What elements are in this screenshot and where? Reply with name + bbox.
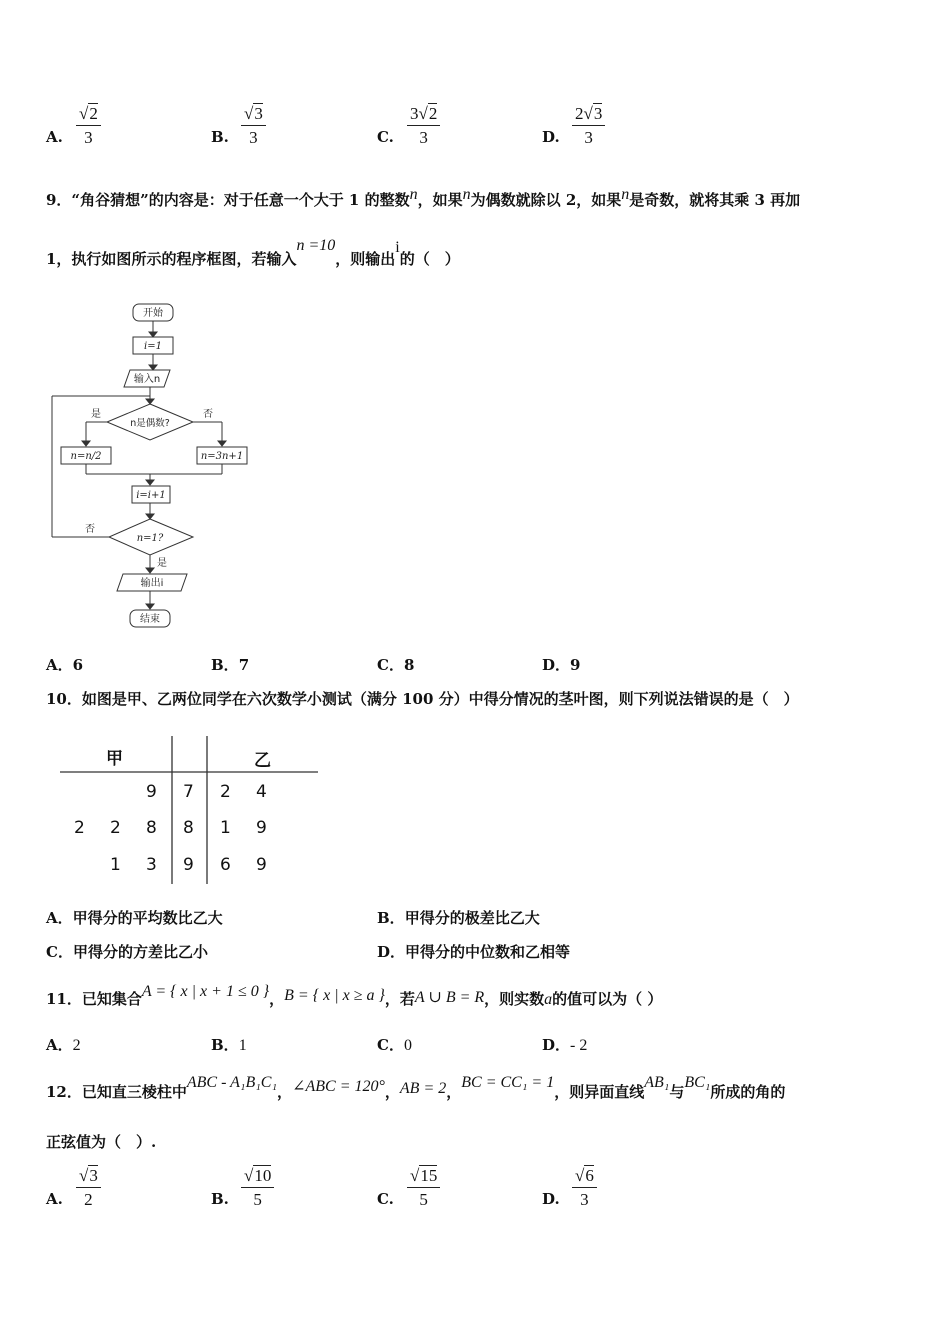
q12-option-b-letter: B. bbox=[211, 1190, 229, 1208]
q8-option-c-fraction: 3√2 3 bbox=[407, 104, 440, 148]
flow-no2-label: 否 bbox=[85, 524, 95, 535]
leaf-right: 9 bbox=[256, 818, 267, 838]
leaf-right: 2 bbox=[220, 782, 231, 802]
flow-output-label: 输出i bbox=[140, 578, 164, 589]
q11-option-c: C．0 bbox=[377, 1036, 412, 1054]
flow-inc-label: i=i+1 bbox=[136, 490, 166, 501]
q10-option-a: A．甲得分的平均数比乙大 bbox=[46, 909, 223, 927]
leaf-right: 6 bbox=[220, 855, 231, 875]
leaf-left: 2 bbox=[74, 818, 85, 838]
flow-no-label: 否 bbox=[203, 409, 213, 420]
leaf-left: 2 bbox=[110, 818, 121, 838]
q9-option-c: C．8 bbox=[377, 656, 415, 674]
q10-option-c: C．甲得分的方差比乙小 bbox=[46, 943, 208, 961]
q11-option-d: D．- 2 bbox=[542, 1036, 588, 1054]
flow-init-label: i=1 bbox=[144, 341, 162, 352]
q11-stem: 11．已知集合A = { x | x + 1 ≤ 0 }，B = { x | x ≥ a }，若A ∪ B = R，则实数a的值可以为（ ） bbox=[46, 983, 663, 1008]
q8-option-b-fraction: √3 3 bbox=[241, 104, 266, 148]
q12-stem-line1: 12．已知直三棱柱中ABC - A₁B₁C₁，∠ABC = 120°，AB = 2，BC = CC₁ = 1，则异面直线AB₁与BC₁所成的角的 bbox=[46, 1074, 786, 1101]
q9-option-d: D．9 bbox=[542, 656, 581, 674]
q8-option-a-fraction: √2 3 bbox=[76, 104, 101, 148]
flow-yes2-label: 是 bbox=[157, 558, 167, 569]
leaf-left: 9 bbox=[146, 782, 157, 802]
leaf-left: 8 bbox=[146, 818, 157, 838]
table-head-left: 甲 bbox=[106, 749, 123, 769]
stem-value: 8 bbox=[183, 818, 194, 838]
q8-option-b-letter: B. bbox=[211, 128, 229, 146]
q12-option-b-fraction: √10 5 bbox=[241, 1166, 274, 1210]
q12-option-a-fraction: √3 2 bbox=[76, 1166, 101, 1210]
flow-input-label: 输入n bbox=[133, 374, 161, 385]
stem-value: 9 bbox=[183, 855, 194, 875]
q11-option-a: A．2 bbox=[46, 1036, 81, 1054]
leaf-right: 4 bbox=[256, 782, 267, 802]
leaf-left: 3 bbox=[146, 855, 157, 875]
q10-stem: 10．如图是甲、乙两位同学在六次数学小测试（满分 100 分）中得分情况的茎叶图，则下列说法错误的是（ ） bbox=[46, 690, 799, 708]
leaf-left: 1 bbox=[110, 855, 121, 875]
q10-option-b: B．甲得分的极差比乙大 bbox=[377, 909, 540, 927]
q8-option-d-fraction: 2√3 3 bbox=[572, 104, 605, 148]
stem-value: 7 bbox=[183, 782, 194, 802]
leaf-right: 9 bbox=[256, 855, 267, 875]
q9-stem-line2: 1，执行如图所示的程序框图，若输入n =10，则输出i的（ ） bbox=[46, 237, 460, 268]
q11-option-b: B．1 bbox=[211, 1036, 247, 1054]
flow-cond1-label: n是偶数? bbox=[130, 418, 170, 429]
flow-odd-label: n=3n+1 bbox=[200, 451, 244, 462]
q12-stem-line2: 正弦值为（ ）. bbox=[46, 1133, 157, 1151]
q9-option-b: B．7 bbox=[211, 656, 250, 674]
q8-option-d-letter: D. bbox=[542, 128, 560, 146]
q12-option-a-letter: A. bbox=[46, 1190, 63, 1208]
flow-yes-label: 是 bbox=[91, 409, 101, 420]
q12-option-d-letter: D. bbox=[542, 1190, 560, 1208]
flow-start-label: 开始 bbox=[143, 308, 163, 319]
flow-cond2-label: n=1? bbox=[136, 533, 164, 544]
q12-option-c-fraction: √15 5 bbox=[407, 1166, 440, 1210]
q9-stem-line1: 9．“角谷猜想”的内容是：对于任意一个大于 1 的整数$^n$，如果$^n$为偶数就除以 2，如果$^n$是奇数，就将其乘 3 再加 bbox=[46, 186, 801, 209]
q12-option-c-letter: C. bbox=[377, 1190, 394, 1208]
q10-option-d: D．甲得分的中位数和乙相等 bbox=[377, 943, 571, 961]
flow-end-label: 结束 bbox=[140, 614, 160, 625]
leaf-right: 1 bbox=[220, 818, 231, 838]
q8-option-a-letter: A. bbox=[46, 128, 63, 146]
flow-even-label: n=n/2 bbox=[70, 451, 102, 462]
q9-option-a: A．6 bbox=[46, 656, 84, 674]
q8-option-c-letter: C. bbox=[377, 128, 394, 146]
table-head-right: 乙 bbox=[254, 751, 271, 771]
q12-option-d-fraction: √6 3 bbox=[572, 1166, 597, 1210]
